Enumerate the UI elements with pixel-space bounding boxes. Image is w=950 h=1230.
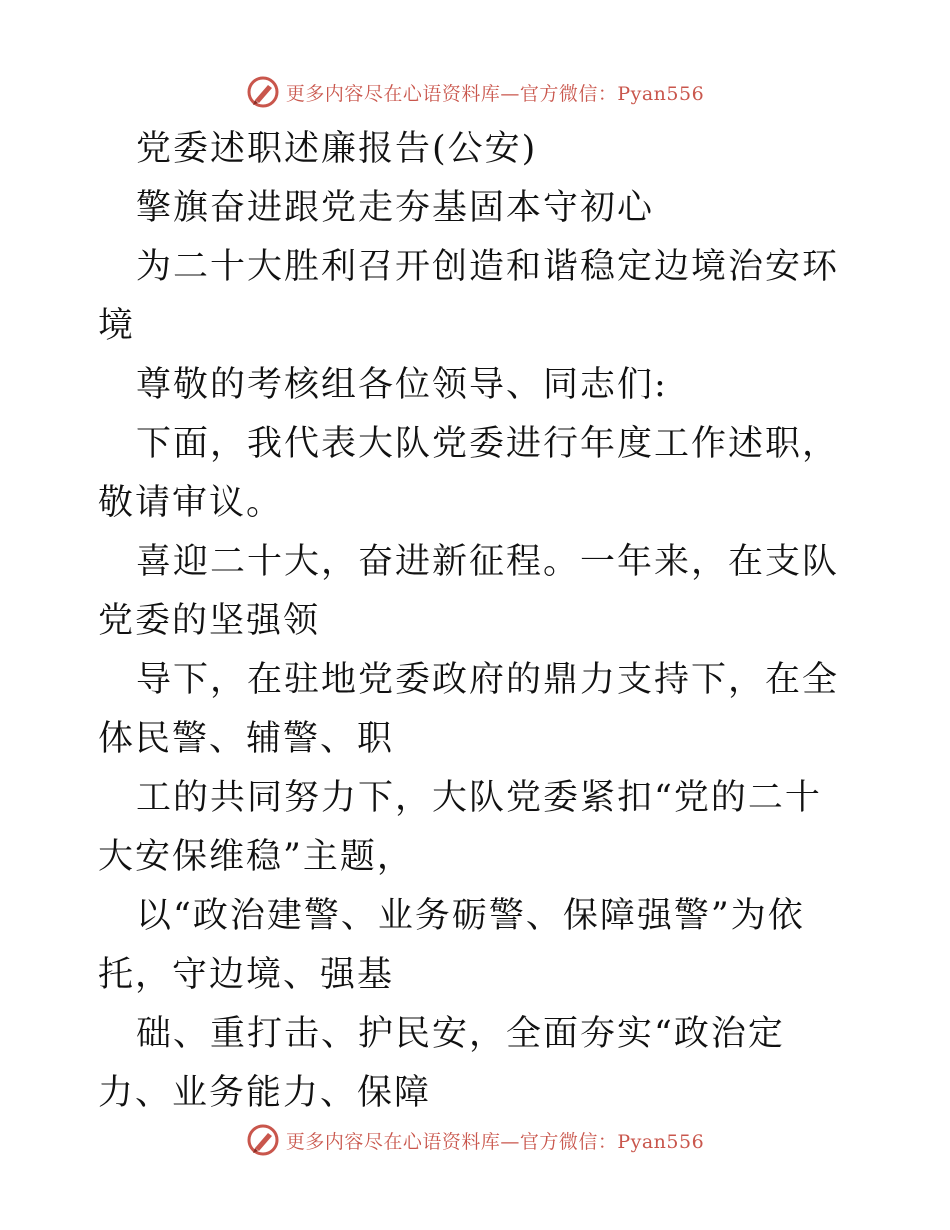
body-paragraph: 导下，在驻地党委政府的鼎力支持下，在全体民警、辅警、职 (98, 660, 840, 759)
watermark-text: 更多内容尽在心语资料库—官方微信：Pyan556 (285, 82, 705, 105)
document-body (98, 120, 858, 1123)
report-title: 党委述职述廉报告(公安) (136, 129, 538, 169)
pen-logo-icon (246, 75, 280, 109)
body-paragraph: 工的共同努力下，大队党委紧扣“党的二十大安保维稳”主题， (98, 778, 822, 877)
pen-logo-icon (246, 1123, 280, 1157)
body-paragraph: 喜迎二十大，奋进新征程。一年来，在支队党委的坚强领 (98, 542, 840, 641)
watermark-text: 更多内容尽在心语资料库—官方微信：Pyan556 (285, 1130, 705, 1153)
body-paragraph: 以“政治建警、业务砺警、保障强警”为依托，守边境、强基 (98, 896, 805, 995)
watermark-footer (0, 1120, 950, 1160)
report-subtitle-1: 擎旗奋进跟党走夯基固本守初心 (136, 188, 655, 228)
body-paragraph: 下面，我代表大队党委进行年度工作述职，敬请审议。 (98, 424, 840, 523)
salutation: 尊敬的考核组各位领导、同志们: (136, 365, 668, 405)
body-paragraph: 础、重打击、护民安，全面夯实“政治定力、业务能力、保障 (98, 1014, 785, 1113)
watermark-header (0, 72, 950, 112)
report-subtitle-2: 为二十大胜利召开创造和谐稳定边境治安环境 (98, 247, 840, 346)
